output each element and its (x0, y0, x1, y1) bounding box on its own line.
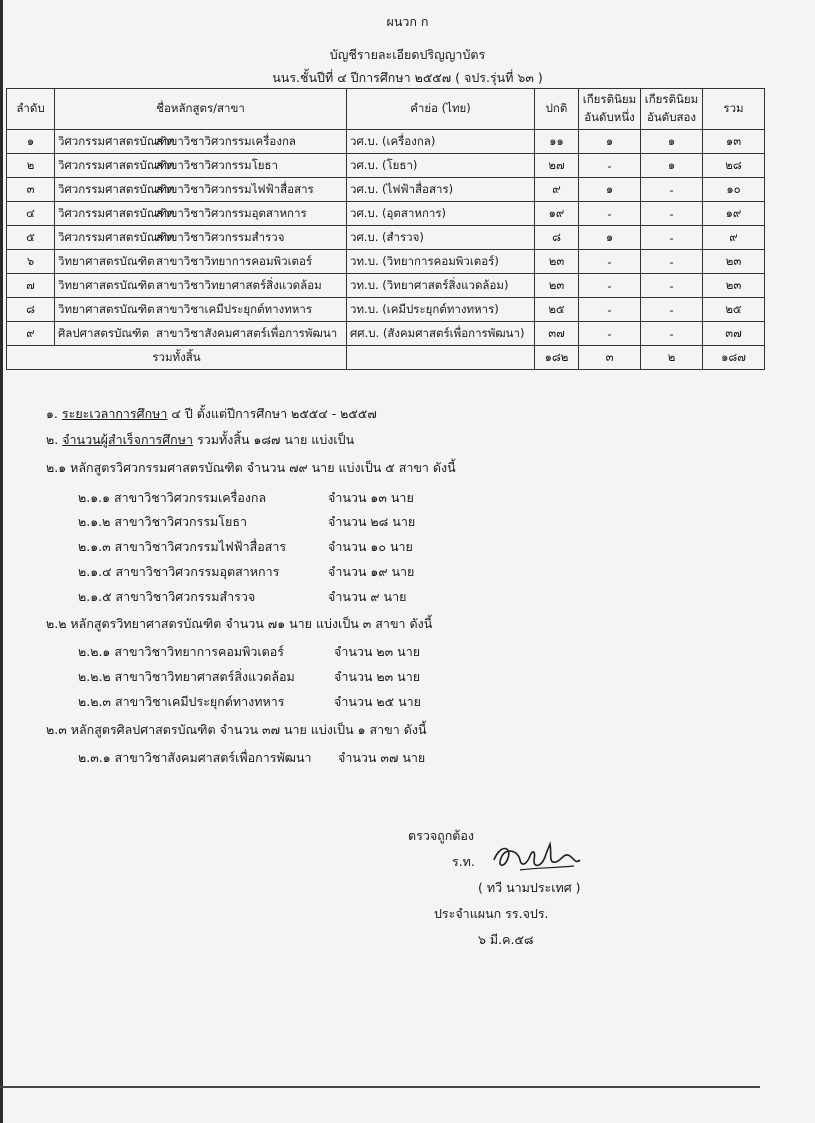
row-major: สาขาวิชาวิศวกรรมไฟฟ้าสื่อสาร (156, 181, 314, 196)
page-edge (0, 0, 3, 1123)
row-abbr: วศ.บ. (โยธา) (347, 154, 535, 178)
item-count: จำนวน ๙ นาย (328, 589, 407, 604)
sign-date: ๖ มี.ค.๕๘ (478, 932, 534, 947)
section-graduates-label: จำนวนผู้สำเร็จการศึกษา (62, 432, 194, 447)
row-honor2: ๑ (641, 154, 703, 178)
section-duration-label: ระยะเวลาการศึกษา (61, 406, 168, 421)
item-count: จำนวน ๒๓ นาย (334, 644, 421, 659)
row-name (55, 202, 347, 226)
table-row (7, 154, 765, 178)
row-abbr: วศ.บ. (สำรวจ) (347, 226, 535, 250)
col-honor2 (641, 89, 703, 130)
table-row (7, 130, 765, 154)
row-abbr: วท.บ. (เคมีประยุกต์ทางทหาร) (347, 298, 535, 322)
col-name: ชื่อหลักสูตร/สาขา (55, 89, 347, 130)
row-degree: วิศวกรรมศาสตรบัณฑิต (58, 133, 175, 148)
row-normal: ๓๗ (535, 322, 579, 346)
row-honor2: - (641, 202, 703, 226)
row-major: สาขาวิชาวิศวกรรมอุตสาหการ (156, 205, 307, 220)
verified-label: ตรวจถูกต้อง (408, 828, 475, 843)
item-count: จำนวน ๑๐ นาย (328, 539, 413, 554)
col-no: ลำดับ (7, 89, 55, 130)
row-degree: วิทยาศาสตรบัณฑิต (58, 253, 155, 268)
row-honor2: - (641, 250, 703, 274)
row-abbr: วศ.บ. (ไฟฟ้าสื่อสาร) (347, 178, 535, 202)
row-degree: วิศวกรรมศาสตรบัณฑิต (58, 157, 175, 172)
item-count: จำนวน ๒๘ นาย (328, 514, 416, 529)
row-abbr: วศ.บ. (เครื่องกล) (347, 130, 535, 154)
row-degree: วิศวกรรมศาสตรบัณฑิต (58, 229, 175, 244)
row-name (55, 322, 347, 346)
row-total: ๑๐ (703, 178, 765, 202)
table-row (7, 250, 765, 274)
sum-total: ๑๘๗ (703, 346, 765, 370)
table-header-row (7, 89, 765, 130)
sum-label: รวมทั้งสิ้น (7, 346, 347, 370)
row-total: ๒๕ (703, 298, 765, 322)
item-count: จำนวน ๑๓ นาย (328, 490, 414, 505)
row-abbr: ศศ.บ. (สังคมศาสตร์เพื่อการพัฒนา) (347, 322, 535, 346)
row-normal: ๘ (535, 226, 579, 250)
row-honor2: - (641, 298, 703, 322)
item-label: ๒.๑.๕ สาขาวิชาวิศวกรรมสำรวจ (78, 589, 256, 604)
row-honor1: - (579, 322, 641, 346)
table-row (7, 322, 765, 346)
row-no: ๕ (7, 226, 55, 250)
row-total: ๑๙ (703, 202, 765, 226)
item-count: จำนวน ๒๓ นาย (334, 669, 421, 684)
row-name (55, 250, 347, 274)
row-major: สาขาวิชาเคมีประยุกต์ทางทหาร (156, 301, 312, 316)
row-abbr: วท.บ. (วิทยาศาสตร์สิ่งแวดล้อม) (347, 274, 535, 298)
row-degree: ศิลปศาสตรบัณฑิต (58, 325, 150, 340)
row-total: ๒๓ (703, 274, 765, 298)
row-name (55, 130, 347, 154)
signer-name: ( ทวี นามประเทศ ) (478, 880, 581, 895)
row-honor1: - (579, 274, 641, 298)
row-honor1: - (579, 154, 641, 178)
table-sum-row (7, 346, 765, 370)
row-major: สาขาวิชาวิทยาการคอมพิวเตอร์ (156, 253, 313, 268)
row-abbr: วศ.บ. (อุตสาหการ) (347, 202, 535, 226)
row-total: ๒๓ (703, 250, 765, 274)
row-abbr: วท.บ. (วิทยาการคอมพิวเตอร์) (347, 250, 535, 274)
table-row (7, 298, 765, 322)
row-honor1: - (579, 298, 641, 322)
row-no: ๙ (7, 322, 55, 346)
section-duration-prefix: ๑. (46, 406, 58, 421)
col-total: รวม (703, 89, 765, 130)
row-honor2: - (641, 274, 703, 298)
item-label: ๒.๑.๔ สาขาวิชาวิศวกรรมอุตสาหการ (78, 564, 280, 579)
row-honor2: - (641, 322, 703, 346)
row-honor2: - (641, 178, 703, 202)
row-total: ๙ (703, 226, 765, 250)
table-row (7, 274, 765, 298)
row-honor2: ๑ (641, 130, 703, 154)
row-no: ๔ (7, 202, 55, 226)
row-normal: ๙ (535, 178, 579, 202)
item-label: ๒.๓.๑ สาขาวิชาสังคมศาสตร์เพื่อการพัฒนา (78, 750, 312, 765)
section-graduates (46, 430, 354, 450)
row-honor1: ๑ (579, 178, 641, 202)
col-abbr: คำย่อ (ไทย) (347, 89, 535, 130)
row-degree: วิศวกรรมศาสตรบัณฑิต (58, 181, 175, 196)
row-honor1: ๑ (579, 226, 641, 250)
col-normal: ปกติ (535, 89, 579, 130)
row-no: ๖ (7, 250, 55, 274)
row-major: สาขาวิชาวิศวกรรมเครื่องกล (156, 133, 296, 148)
row-normal: ๒๕ (535, 298, 579, 322)
row-name (55, 298, 347, 322)
col-honor1-line2: อันดับหนึ่ง (584, 110, 635, 124)
row-no: ๓ (7, 178, 55, 202)
page-bottom-rule (0, 1086, 760, 1088)
item-label: ๒.๑.๑ สาขาวิชาวิศวกรรมเครื่องกล (78, 490, 267, 505)
row-major: สาขาวิชาวิศวกรรมสำรวจ (156, 229, 285, 244)
annex-title: ผนวก ก (386, 14, 429, 29)
item-label: ๒.๒.๑ สาขาวิชาวิทยาการคอมพิวเตอร์ (78, 644, 284, 659)
row-name (55, 226, 347, 250)
row-honor2: - (641, 226, 703, 250)
item-count: จำนวน ๓๗ นาย (338, 750, 426, 765)
list-title: บัญชีรายละเอียดปริญญาบัตร (329, 47, 486, 62)
row-normal: ๑๑ (535, 130, 579, 154)
row-honor1: - (579, 202, 641, 226)
row-name (55, 178, 347, 202)
section-graduates-text: รวมทั้งสิ้น ๑๘๗ นาย แบ่งเป็น (197, 432, 355, 447)
col-honor1 (579, 89, 641, 130)
row-major: สาขาวิชาสังคมศาสตร์เพื่อการพัฒนา (156, 325, 338, 340)
table-row (7, 226, 765, 250)
row-degree: วิทยาศาสตรบัณฑิต (58, 277, 155, 292)
row-no: ๘ (7, 298, 55, 322)
row-major: สาขาวิชาวิทยาศาสตร์สิ่งแวดล้อม (156, 277, 322, 292)
item-label: ๒.๒.๓ สาขาวิชาเคมีประยุกต์ทางทหาร (78, 694, 285, 709)
sum-honor1: ๓ (579, 346, 641, 370)
group-engineering: ๒.๑ หลักสูตรวิศวกรรมศาสตรบัณฑิต จำนวน ๗๙ นาย แบ่งเป็น ๕ สาขา ดังนี้ (46, 460, 456, 475)
row-degree: วิศวกรรมศาสตรบัณฑิต (58, 205, 175, 220)
signature-mark (490, 838, 582, 878)
row-total: ๑๓ (703, 130, 765, 154)
row-major: สาขาวิชาวิศวกรรมโยธา (156, 157, 279, 172)
row-name (55, 274, 347, 298)
section-duration (46, 404, 377, 424)
item-count: จำนวน ๒๕ นาย (334, 694, 421, 709)
row-no: ๑ (7, 130, 55, 154)
row-normal: ๒๓ (535, 274, 579, 298)
group-science: ๒.๒ หลักสูตรวิทยาศาสตรบัณฑิต จำนวน ๗๑ นาย แบ่งเป็น ๓ สาขา ดังนี้ (46, 616, 433, 631)
row-honor1: ๑ (579, 130, 641, 154)
table-row (7, 202, 765, 226)
col-honor2-line2: อันดับสอง (646, 110, 697, 124)
row-total: ๓๗ (703, 322, 765, 346)
row-name (55, 154, 347, 178)
row-honor1: - (579, 250, 641, 274)
row-no: ๗ (7, 274, 55, 298)
sum-normal: ๑๘๒ (535, 346, 579, 370)
signer-rank: ร.ท. (452, 854, 475, 869)
table-row (7, 178, 765, 202)
row-degree: วิทยาศาสตรบัณฑิต (58, 301, 155, 316)
section-duration-text: ๔ ปี ตั้งแต่ปีการศึกษา ๒๕๕๔ - ๒๕๕๗ (171, 406, 377, 421)
degree-table (6, 88, 765, 370)
col-honor2-line1: เกียรตินิยม (644, 92, 699, 106)
col-honor1-line1: เกียรตินิยม (582, 92, 637, 106)
row-no: ๒ (7, 154, 55, 178)
item-label: ๒.๑.๒ สาขาวิชาวิศวกรรมโยธา (78, 514, 247, 529)
row-normal: ๑๙ (535, 202, 579, 226)
group-arts: ๒.๓ หลักสูตรศิลปศาสตรบัณฑิต จำนวน ๓๗ นาย แบ่งเป็น ๑ สาขา ดังนี้ (46, 722, 427, 737)
sum-abbr-empty (347, 346, 535, 370)
item-count: จำนวน ๑๙ นาย (328, 564, 415, 579)
row-normal: ๒๓ (535, 250, 579, 274)
item-label: ๒.๒.๒ สาขาวิชาวิทยาศาสตร์สิ่งแวดล้อม (78, 669, 295, 684)
sum-honor2: ๒ (641, 346, 703, 370)
row-total: ๒๘ (703, 154, 765, 178)
row-normal: ๒๗ (535, 154, 579, 178)
signer-position: ประจำแผนก รร.จปร. (434, 906, 549, 921)
class-title: นนร.ชั้นปีที่ ๔ ปีการศึกษา ๒๕๕๗ ( จปร.รุ่นที่ ๖๓ ) (272, 70, 543, 85)
section-graduates-prefix: ๒. (46, 432, 59, 447)
item-label: ๒.๑.๓ สาขาวิชาวิศวกรรมไฟฟ้าสื่อสาร (78, 539, 287, 554)
